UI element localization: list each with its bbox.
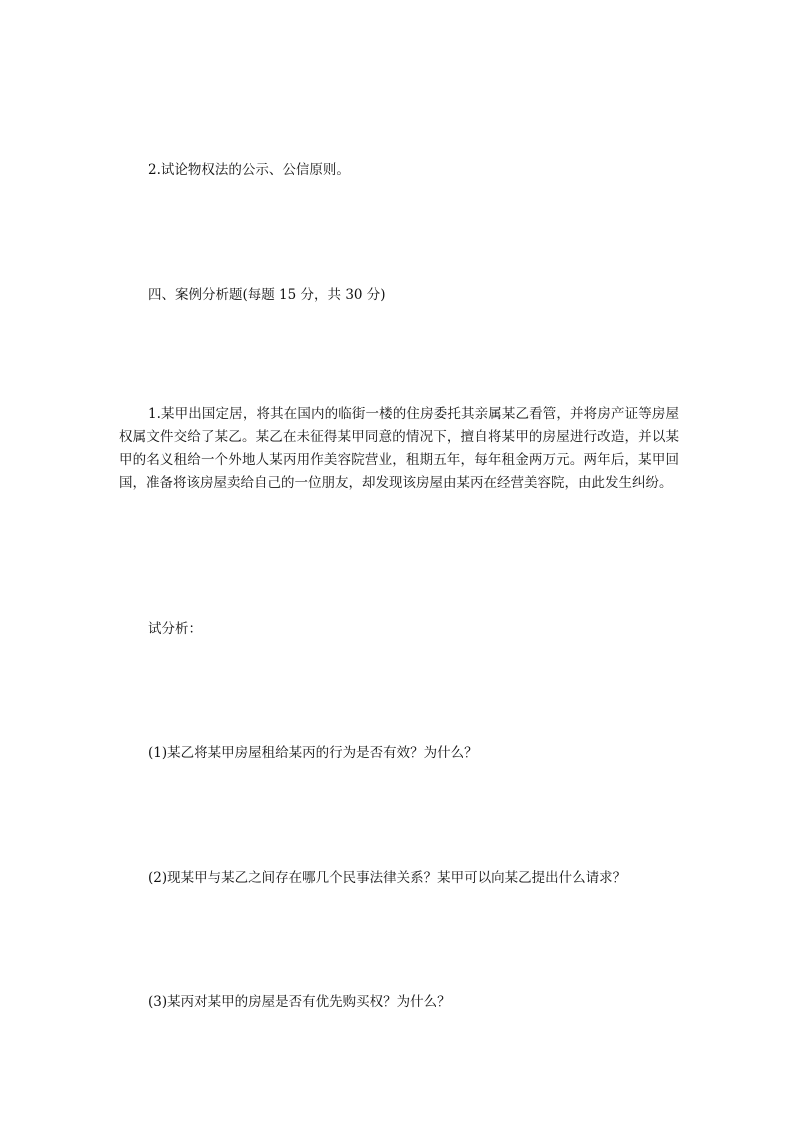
sub-question-3: (3)某丙对某甲的房屋是否有优先购买权？为什么？ <box>148 994 451 1010</box>
section-4-heading: 四、案例分析题(每题 15 分，共 30 分) <box>148 287 386 303</box>
sub-question-1: (1)某乙将某甲房屋租给某丙的行为是否有效？为什么？ <box>148 745 478 761</box>
case-1-paragraph: 1.某甲出国定居，将其在国内的临街一楼的住房委托其亲属某乙看管，并将房产证等房屋权属文件交给了某乙。某乙在未征得某甲同意的情况下，擅自将某甲的房屋进行改造，并以某甲的名义租给一个外地人某丙用作美容院营业，租期五年，每年租金两万元。两年后，某甲回国，准备将该房屋卖给自己的一位朋友，却发现该房屋由某丙在经营美容院，由此发生纠纷。 <box>119 406 679 491</box>
sub-question-2: (2)现某甲与某乙之间存在哪几个民事法律关系？某甲可以向某乙提出什么请求？ <box>148 870 627 886</box>
essay-question-2: 2.试论物权法的公示、公信原则。 <box>148 162 350 178</box>
analysis-prompt: 试分析： <box>148 621 202 637</box>
